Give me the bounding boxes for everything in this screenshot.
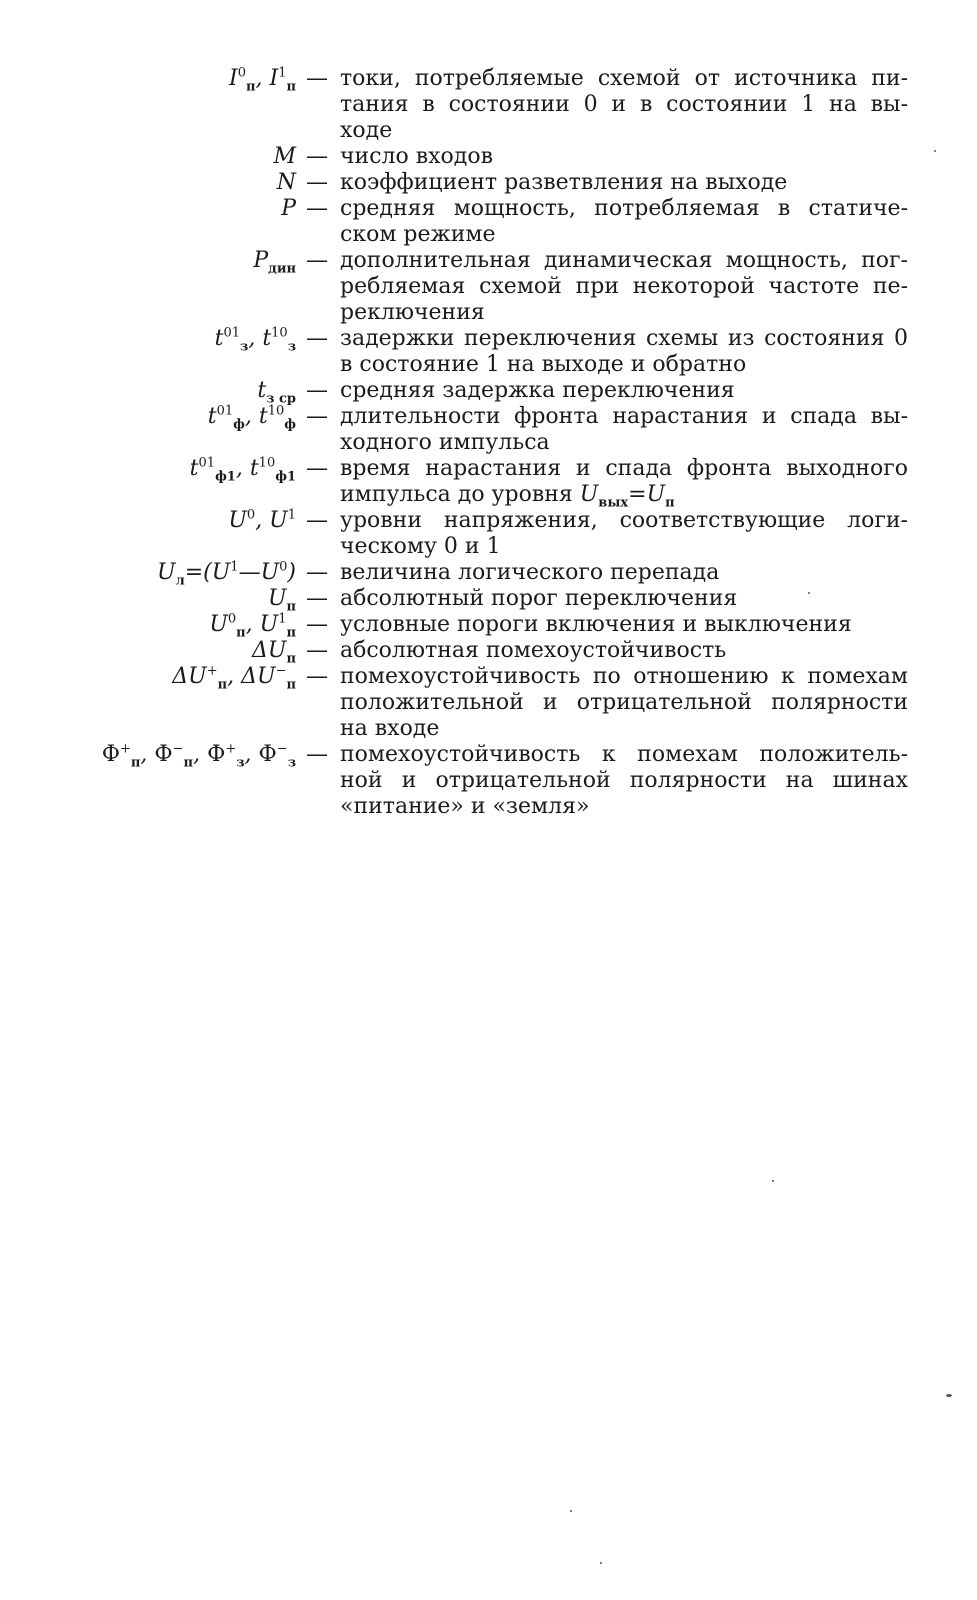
glossary-entry xyxy=(0,378,977,407)
scan-speck xyxy=(570,1510,572,1512)
description-line: время нарастания и спада фронта выходного xyxy=(340,456,908,481)
description-line: реключения xyxy=(340,300,485,325)
description-line: величина логического перепада xyxy=(340,560,720,585)
description-line: задержки переключения схемы из состояния 0 xyxy=(340,326,908,351)
description-line: уровни напряжения, соответствующие логи- xyxy=(340,508,908,533)
glossary-entry xyxy=(0,508,977,560)
scan-speck xyxy=(600,1562,602,1564)
description-line: тания в состоянии 0 и в состоянии 1 на вы- xyxy=(340,92,908,117)
glossary-term: $P_{дин}$ xyxy=(253,248,296,277)
em-dash: — xyxy=(306,248,328,273)
glossary-entry xyxy=(0,638,977,667)
symbol-glossary xyxy=(0,66,977,820)
description-line: «питание» и «земля» xyxy=(340,794,590,819)
glossary-term: P xyxy=(281,196,296,221)
description-line: дополнительная динамическая мощность, пог- xyxy=(340,248,908,273)
glossary-entry xyxy=(0,326,977,378)
description-line: токи, потребляемые схемой от источника пи- xyxy=(340,66,908,91)
glossary-description xyxy=(340,638,908,664)
description-line: ребляемая схемой при некоторой частоте пе- xyxy=(340,274,908,299)
scan-speck xyxy=(772,1180,774,1182)
glossary-description xyxy=(340,664,908,742)
description-line: число входов xyxy=(340,144,493,169)
description-line: положительной и отрицательной полярности xyxy=(340,690,908,715)
glossary-entry xyxy=(0,586,977,615)
description-line: условные пороги включения и выключения xyxy=(340,612,852,637)
description-line: на входе xyxy=(340,716,440,741)
glossary-entry xyxy=(0,664,977,742)
description-line: помехоустойчивость по отношению к помехам xyxy=(340,664,908,689)
glossary-term: $I^0_п$, $I^1_п$ xyxy=(229,65,296,95)
description-line: ском режиме xyxy=(340,222,496,247)
glossary-term: $U^0_п$, $U^1_п$ xyxy=(209,611,296,641)
description-line: ходного импульса xyxy=(340,430,550,455)
glossary-entry xyxy=(0,66,977,144)
glossary-term: $U^0$, $U^1$ xyxy=(228,507,296,533)
em-dash: — xyxy=(306,66,328,91)
description-line: ной и отрицательной полярности на шинах xyxy=(340,768,908,793)
em-dash: — xyxy=(306,170,328,195)
glossary-description xyxy=(340,144,908,170)
description-line: средняя задержка переключения xyxy=(340,378,735,403)
glossary-description xyxy=(340,742,908,820)
description-line: импульса до уровня $U_{вых}=U_п$ xyxy=(340,482,675,511)
glossary-term: N xyxy=(276,170,296,195)
em-dash: — xyxy=(306,404,328,429)
description-line: ческому 0 и 1 xyxy=(340,534,501,559)
description-line: средняя мощность, потребляемая в статиче- xyxy=(340,196,908,221)
glossary-term: $t^{01}_з$, $t^{10}_з$ xyxy=(214,325,296,355)
glossary-entry xyxy=(0,742,977,820)
em-dash: — xyxy=(306,326,328,351)
glossary-term: $t_{з ср}$ xyxy=(257,378,296,407)
description-line: абсолютная помехоустойчивость xyxy=(340,638,727,663)
em-dash: — xyxy=(306,742,328,767)
scan-speck xyxy=(946,1394,952,1397)
em-dash: — xyxy=(306,586,328,611)
glossary-entry xyxy=(0,455,977,511)
glossary-term: $Ф^+_п$, $Ф^-_п$, $Ф^+_з$, $Ф^-_з$ xyxy=(101,741,296,771)
em-dash: — xyxy=(306,508,328,533)
glossary-description xyxy=(340,248,908,326)
glossary-entry xyxy=(0,404,977,456)
glossary-entry xyxy=(0,248,977,326)
glossary-term: $t^{01}_{ф1}$, $t^{10}_{ф1}$ xyxy=(189,455,296,485)
description-line: длительности фронта нарастания и спада вы- xyxy=(340,404,908,429)
glossary-description xyxy=(340,508,908,560)
glossary-description xyxy=(340,170,908,196)
glossary-entry xyxy=(0,170,977,196)
glossary-term: $t^{01}_ф$, $t^{10}_ф$ xyxy=(207,403,296,433)
glossary-description xyxy=(340,196,908,248)
glossary-description xyxy=(340,326,908,378)
glossary-term: $U_п$ xyxy=(267,586,296,615)
scan-speck xyxy=(934,150,936,152)
glossary-entry xyxy=(0,611,977,641)
em-dash: — xyxy=(306,560,328,585)
em-dash: — xyxy=(306,664,328,689)
glossary-term: M xyxy=(273,144,296,169)
em-dash: — xyxy=(306,456,328,481)
glossary-description xyxy=(340,456,908,511)
glossary-entry xyxy=(0,196,977,248)
scan-speck xyxy=(808,592,810,594)
glossary-entry xyxy=(0,144,977,170)
glossary-term: $\Delta U_п$ xyxy=(252,638,296,667)
description-line: ходе xyxy=(340,118,393,143)
em-dash: — xyxy=(306,144,328,169)
glossary-description xyxy=(340,586,908,612)
description-line: в состояние 1 на выходе и обратно xyxy=(340,352,747,377)
glossary-description xyxy=(340,404,908,456)
glossary-entry xyxy=(0,559,977,589)
glossary-description xyxy=(340,378,908,404)
description-line: помехоустойчивость к помехам положитель- xyxy=(340,742,908,767)
em-dash: — xyxy=(306,612,328,637)
glossary-term: $U_л=(U^1—U^0)$ xyxy=(157,559,296,589)
em-dash: — xyxy=(306,196,328,221)
description-line: коэффициент разветвления на выходе xyxy=(340,170,788,195)
glossary-term: $\Delta U^+_п$, $\Delta U^-_п$ xyxy=(172,663,296,693)
description-line: абсолютный порог переключения xyxy=(340,586,738,611)
glossary-description xyxy=(340,66,908,144)
glossary-description xyxy=(340,612,908,638)
em-dash: — xyxy=(306,638,328,663)
em-dash: — xyxy=(306,378,328,403)
glossary-description xyxy=(340,560,908,586)
